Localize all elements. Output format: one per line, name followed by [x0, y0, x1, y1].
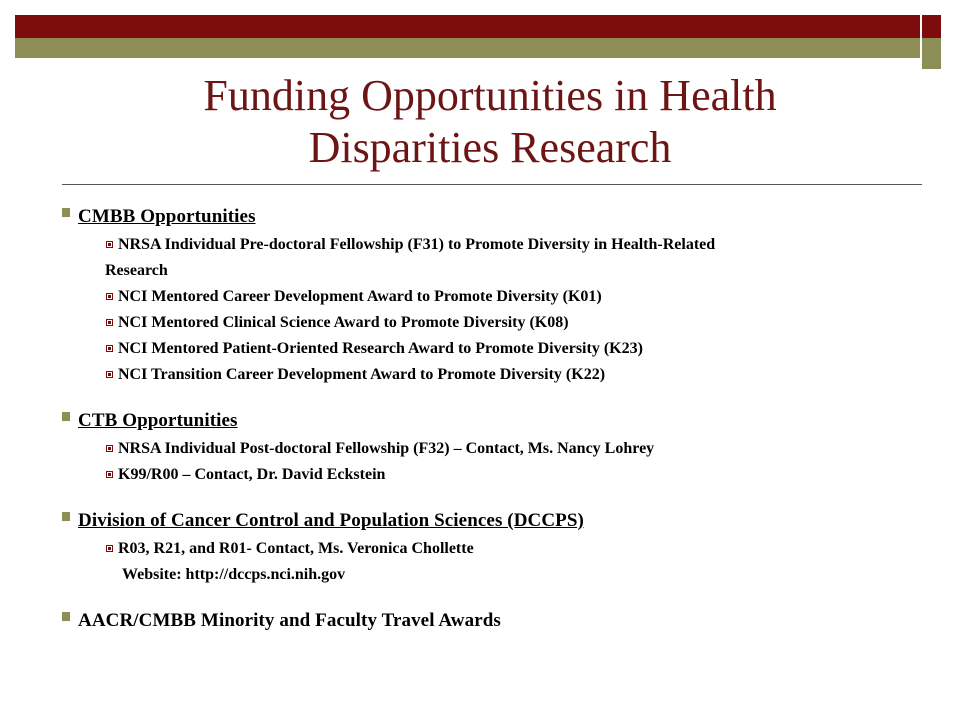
list-item: NCI Transition Career Development Award to Promote Diversity (K22) — [62, 362, 932, 388]
section-ctb — [62, 406, 932, 488]
square-bullet-icon — [62, 512, 70, 521]
section-heading: Division of Cancer Control and Population Sciences (DCCPS) — [62, 506, 932, 536]
list-item: K99/R00 – Contact, Dr. David Eckstein — [62, 462, 932, 488]
section-heading: AACR/CMBB Minority and Faculty Travel Awards — [62, 606, 932, 636]
section-cmbb — [62, 202, 932, 388]
checkbox-bullet-icon — [106, 471, 113, 478]
list-item: NCI Mentored Clinical Science Award to Promote Diversity (K08) — [62, 310, 932, 336]
checkbox-bullet-icon — [106, 445, 113, 452]
header-decoration-bar — [15, 15, 939, 69]
checkbox-bullet-icon — [106, 545, 113, 552]
list-item: NRSA Individual Post-doctoral Fellowship (F32) – Contact, Ms. Nancy Lohrey — [62, 436, 932, 462]
section-dccps — [62, 506, 932, 588]
list-item: NCI Mentored Career Development Award to Promote Diversity (K01) — [62, 284, 932, 310]
checkbox-bullet-icon — [106, 345, 113, 352]
header-corner-maroon — [920, 15, 941, 38]
checkbox-bullet-icon — [106, 319, 113, 326]
checkbox-bullet-icon — [106, 371, 113, 378]
slide-title-line-1: Funding Opportunities in Health — [203, 71, 777, 120]
list-item: NRSA Individual Pre-doctoral Fellowship (F31) to Promote Diversity in Health-Related Research — [105, 236, 716, 279]
list-item: NCI Mentored Patient-Oriented Research Award to Promote Diversity (K23) — [62, 336, 932, 362]
header-corner-olive — [920, 38, 941, 69]
checkbox-bullet-icon — [106, 241, 113, 248]
section-aacr — [62, 606, 932, 636]
website-line: Website: http://dccps.nci.nih.gov — [122, 566, 346, 583]
section-heading: CMBB Opportunities — [62, 202, 932, 232]
slide-title — [60, 70, 920, 174]
square-bullet-icon — [62, 612, 70, 621]
slide-body — [62, 202, 932, 636]
square-bullet-icon — [62, 208, 70, 217]
checkbox-bullet-icon — [106, 293, 113, 300]
list-item: R03, R21, and R01- Contact, Ms. Veronica Chollette — [62, 536, 932, 562]
section-heading: CTB Opportunities — [62, 406, 932, 436]
square-bullet-icon — [62, 412, 70, 421]
header-olive-band — [15, 38, 920, 58]
title-divider — [62, 184, 922, 185]
slide-title-line-2: Disparities Research — [308, 123, 672, 172]
header-maroon-band — [15, 15, 920, 38]
